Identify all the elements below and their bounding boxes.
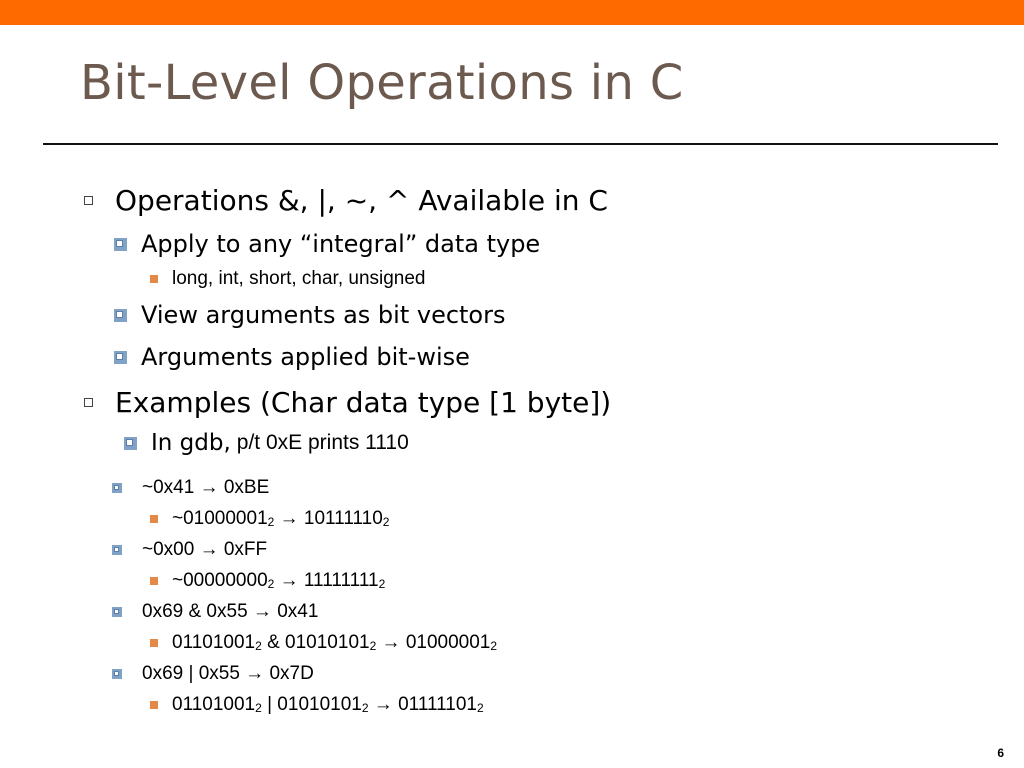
example-binary [150,508,389,530]
blue-square-bullet-icon [114,351,127,364]
bullet-gdb-prefix: In gdb, [151,430,231,456]
blue-square-bullet-icon [112,545,122,555]
example-binary [150,694,484,716]
bullet-operations [84,184,608,217]
orange-square-bullet-icon [150,275,158,283]
bullet-bitwise-text: Arguments applied bit-wise [141,343,470,371]
orange-square-bullet-icon [150,577,158,585]
example-binary [150,632,497,654]
page-number: 6 [997,746,1004,760]
bullet-bitvectors-text: View arguments as bit vectors [141,301,506,329]
blue-square-bullet-icon [124,437,137,450]
bullet-gdb-command: p/t 0xE prints 1110 [236,431,409,454]
bullet-bitvectors [114,301,506,329]
blue-square-bullet-icon [112,669,122,679]
bullet-examples-text: Examples (Char data type [1 byte]) [115,386,612,419]
example-binary-text: $01101001_2$ & $01010101_2 \to 01000001_2$ [172,632,498,653]
blue-square-bullet-icon [114,309,127,322]
hollow-square-bullet-icon [84,196,93,205]
bullet-integral [114,230,540,258]
example-expression: 0x69 | 0x55 → 0x7D [142,663,314,684]
example-item [112,601,318,623]
blue-square-bullet-icon [112,483,122,493]
bullet-types [150,268,426,290]
example-expression: ~0x41 → 0xBE [142,477,270,498]
bullet-operations-text: Operations &, |, ~, ^ Available in C [115,184,608,217]
example-binary-text: $01101001_2$ | $01010101_2 \to 01111101_2$ [172,694,484,715]
blue-square-bullet-icon [112,607,122,617]
bullet-types-text: long, int, short, char, unsigned [172,268,426,289]
example-binary-text: $\sim 01000001_2 \to 10111110_2$ [172,508,390,529]
bullet-examples [84,386,611,419]
hollow-square-bullet-icon [84,398,93,407]
example-item [112,663,314,685]
slide-title: Bit-Level Operations in C [80,55,684,111]
example-binary [150,570,385,592]
orange-square-bullet-icon [150,515,158,523]
title-divider [43,143,998,145]
example-item [112,539,267,561]
top-accent-bar [0,0,1024,25]
bullet-integral-text: Apply to any “integral” data type [141,230,541,258]
bullet-bitwise [114,343,470,371]
blue-square-bullet-icon [114,238,127,251]
orange-square-bullet-icon [150,639,158,647]
example-binary-text: $\sim 00000000_2 \to 11111111_2$ [172,570,386,591]
example-item [112,477,269,499]
example-expression: ~0x00 → 0xFF [142,539,268,560]
example-expression: 0x69 & 0x55 → 0x41 [142,601,319,622]
bullet-gdb [124,430,409,456]
orange-square-bullet-icon [150,701,158,709]
